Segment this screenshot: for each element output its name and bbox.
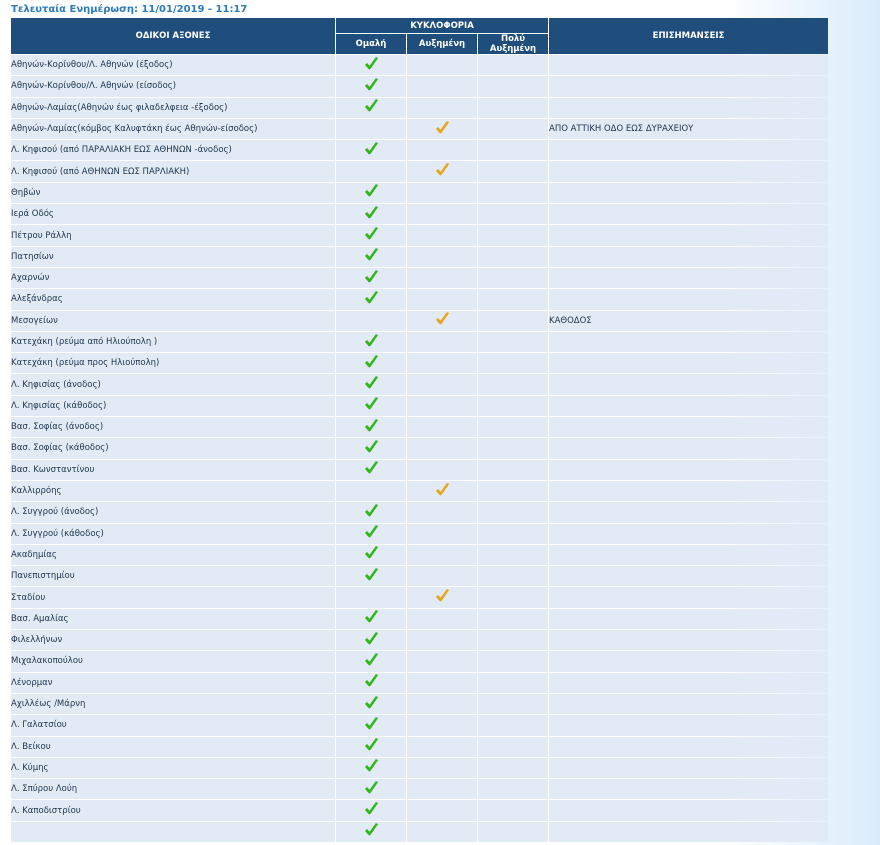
note <box>549 694 828 714</box>
status-cell <box>336 396 406 416</box>
road-name: Πανεπιστημίου <box>11 566 335 586</box>
table-row <box>11 587 828 607</box>
status-cell <box>478 183 548 203</box>
green-check-icon <box>364 142 379 156</box>
green-check-icon <box>364 78 379 92</box>
road-name: Θηβών <box>11 183 335 203</box>
note <box>549 55 828 75</box>
status-cell <box>336 161 406 181</box>
header-level-very-increased: Πολύ Αυξημένη <box>478 34 548 54</box>
note: ΚΑΘΟΔΟΣ <box>549 311 828 331</box>
table-row <box>11 609 828 629</box>
status-cell <box>407 524 477 544</box>
green-check-icon <box>364 291 379 305</box>
green-check-icon <box>364 823 379 837</box>
green-check-icon <box>364 397 379 411</box>
road-name: Λ. Γαλατσίου <box>11 715 335 735</box>
status-cell <box>336 225 406 245</box>
status-cell <box>407 225 477 245</box>
status-cell <box>336 609 406 629</box>
note <box>549 502 828 522</box>
status-cell <box>407 353 477 373</box>
note <box>549 545 828 565</box>
status-cell <box>407 673 477 693</box>
status-cell <box>478 715 548 735</box>
status-cell <box>407 438 477 458</box>
status-cell <box>407 119 477 139</box>
status-cell <box>407 289 477 309</box>
green-check-icon <box>364 759 379 773</box>
status-cell <box>478 630 548 650</box>
table-row <box>11 438 828 458</box>
table-row <box>11 140 828 160</box>
status-cell <box>478 524 548 544</box>
note <box>549 332 828 352</box>
table-row <box>11 800 828 820</box>
status-cell <box>336 204 406 224</box>
status-cell <box>478 438 548 458</box>
status-cell <box>336 119 406 139</box>
status-cell <box>336 715 406 735</box>
road-name: Λ. Συγγρού (κάθοδος) <box>11 524 335 544</box>
status-cell <box>336 779 406 799</box>
last-update <box>11 4 247 15</box>
note <box>549 183 828 203</box>
status-cell <box>478 460 548 480</box>
road-name: Αχαρνών <box>11 268 335 288</box>
note <box>549 98 828 118</box>
table-row <box>11 204 828 224</box>
note <box>549 204 828 224</box>
status-cell <box>407 247 477 267</box>
note <box>549 630 828 650</box>
status-cell <box>407 800 477 820</box>
status-cell <box>336 332 406 352</box>
status-cell <box>336 758 406 778</box>
road-name: Μιχαλακοπούλου <box>11 651 335 671</box>
status-cell <box>407 630 477 650</box>
table-row <box>11 396 828 416</box>
status-cell <box>478 481 548 501</box>
status-cell <box>336 311 406 331</box>
status-cell <box>407 417 477 437</box>
table-row <box>11 502 828 522</box>
status-cell <box>336 673 406 693</box>
green-check-icon <box>364 546 379 560</box>
road-name: Λένορμαν <box>11 673 335 693</box>
status-cell <box>478 225 548 245</box>
status-cell <box>478 800 548 820</box>
green-check-icon <box>364 802 379 816</box>
status-cell <box>478 694 548 714</box>
status-cell <box>336 481 406 501</box>
status-cell <box>478 289 548 309</box>
note <box>549 76 828 96</box>
status-cell <box>407 55 477 75</box>
note <box>549 524 828 544</box>
status-cell <box>407 481 477 501</box>
status-cell <box>407 587 477 607</box>
status-cell <box>336 417 406 437</box>
status-cell <box>407 758 477 778</box>
road-name: Μεσογείων <box>11 311 335 331</box>
status-cell <box>478 374 548 394</box>
status-cell <box>336 587 406 607</box>
status-cell <box>407 204 477 224</box>
note <box>549 779 828 799</box>
status-cell <box>407 779 477 799</box>
table-row <box>11 311 828 331</box>
status-cell <box>478 737 548 757</box>
green-check-icon <box>364 206 379 220</box>
road-name: Λ. Καποδιστρίου <box>11 800 335 820</box>
green-check-icon <box>364 99 379 113</box>
status-cell <box>407 822 477 842</box>
note <box>549 268 828 288</box>
green-check-icon <box>364 461 379 475</box>
note <box>549 822 828 842</box>
status-cell <box>478 161 548 181</box>
status-cell <box>478 55 548 75</box>
status-cell <box>478 502 548 522</box>
table-row <box>11 651 828 671</box>
note <box>549 737 828 757</box>
road-name: Ακαδημίας <box>11 545 335 565</box>
status-cell <box>478 758 548 778</box>
last-update-value: 11/01/2019 - 11:17 <box>141 4 248 15</box>
note <box>549 417 828 437</box>
status-cell <box>478 651 548 671</box>
green-check-icon <box>364 227 379 241</box>
table-row <box>11 289 828 309</box>
status-cell <box>478 566 548 586</box>
status-cell <box>407 98 477 118</box>
green-check-icon <box>364 674 379 688</box>
green-check-icon <box>364 184 379 198</box>
green-check-icon <box>364 504 379 518</box>
road-name: Σταδίου <box>11 587 335 607</box>
status-cell <box>407 311 477 331</box>
road-name: Πέτρου Ράλλη <box>11 225 335 245</box>
status-cell <box>336 800 406 820</box>
green-check-icon <box>364 334 379 348</box>
table-row <box>11 481 828 501</box>
road-name: Φιλελλήνων <box>11 630 335 650</box>
note <box>549 566 828 586</box>
road-name: Λ. Σπύρου Λούη <box>11 779 335 799</box>
note <box>549 374 828 394</box>
green-check-icon <box>364 610 379 624</box>
status-cell <box>478 609 548 629</box>
note <box>549 587 828 607</box>
status-cell <box>407 609 477 629</box>
road-name: Λ. Κηφισίας (άνοδος) <box>11 374 335 394</box>
road-name: Πατησίων <box>11 247 335 267</box>
traffic-rows <box>11 55 828 842</box>
table-row <box>11 247 828 267</box>
status-cell <box>407 332 477 352</box>
table-row <box>11 374 828 394</box>
header-axes: ΟΔΙΚΟΙ ΑΞΟΝΕΣ <box>11 18 335 54</box>
status-cell <box>478 268 548 288</box>
road-name: Καλλιρρόης <box>11 481 335 501</box>
green-check-icon <box>364 781 379 795</box>
status-cell <box>478 247 548 267</box>
note <box>549 247 828 267</box>
note <box>549 481 828 501</box>
orange-check-icon <box>435 121 450 135</box>
status-cell <box>407 396 477 416</box>
green-check-icon <box>364 376 379 390</box>
road-name: Λ. Συγγρού (άνοδος) <box>11 502 335 522</box>
status-cell <box>478 822 548 842</box>
green-check-icon <box>364 270 379 284</box>
status-cell <box>407 268 477 288</box>
table-row <box>11 98 828 118</box>
status-cell <box>407 737 477 757</box>
road-name: Βασ. Σοφίας (κάθοδος) <box>11 438 335 458</box>
status-cell <box>407 502 477 522</box>
status-cell <box>407 651 477 671</box>
note <box>549 460 828 480</box>
green-check-icon <box>364 717 379 731</box>
road-name: Αθηνών-Λαμίας(Αθηνών έως φιλαδελφεια -έξοδος) <box>11 98 335 118</box>
green-check-icon <box>364 653 379 667</box>
table-row <box>11 460 828 480</box>
status-cell <box>336 374 406 394</box>
status-cell <box>336 545 406 565</box>
green-check-icon <box>364 525 379 539</box>
table-row <box>11 183 828 203</box>
table-row <box>11 673 828 693</box>
status-cell <box>478 98 548 118</box>
table-row <box>11 332 828 352</box>
status-cell <box>336 630 406 650</box>
status-cell <box>478 353 548 373</box>
status-cell <box>336 183 406 203</box>
table-row <box>11 737 828 757</box>
road-name: Αθηνών-Κορίνθου/Λ. Αθηνών (έξοδος) <box>11 55 335 75</box>
green-check-icon <box>364 355 379 369</box>
header-notes: ΕΠΙΣΗΜΑΝΣΕΙΣ <box>549 18 828 54</box>
status-cell <box>478 673 548 693</box>
table-row <box>11 55 828 75</box>
road-name: Λ. Κύμης <box>11 758 335 778</box>
note <box>549 715 828 735</box>
header-level-increased: Αυξημένη <box>407 34 477 54</box>
orange-check-icon <box>435 483 450 497</box>
road-name: Λ. Κηφισίας (κάθοδος) <box>11 396 335 416</box>
table-row <box>11 715 828 735</box>
status-cell <box>407 161 477 181</box>
table-row <box>11 822 828 842</box>
green-check-icon <box>364 248 379 262</box>
status-cell <box>478 779 548 799</box>
table-row <box>11 566 828 586</box>
status-cell <box>478 140 548 160</box>
road-name: Βασ. Αμαλίας <box>11 609 335 629</box>
road-name: Βασ. Σοφίας (άνοδος) <box>11 417 335 437</box>
note <box>549 651 828 671</box>
note <box>549 438 828 458</box>
note <box>549 396 828 416</box>
road-name: Αλεξάνδρας <box>11 289 335 309</box>
road-name: Λ. Κηφισού (από ΑΘΗΝΩΝ ΕΩΣ ΠΑΡΛΙΑΚΗ) <box>11 161 335 181</box>
status-cell <box>407 715 477 735</box>
status-cell <box>478 396 548 416</box>
status-cell <box>336 694 406 714</box>
table-row <box>11 268 828 288</box>
note <box>549 609 828 629</box>
status-cell <box>336 268 406 288</box>
note <box>549 673 828 693</box>
status-cell <box>336 247 406 267</box>
table-row <box>11 353 828 373</box>
orange-check-icon <box>435 163 450 177</box>
table-row <box>11 417 828 437</box>
green-check-icon <box>364 419 379 433</box>
note <box>549 225 828 245</box>
table-row <box>11 76 828 96</box>
orange-check-icon <box>435 589 450 603</box>
status-cell <box>336 55 406 75</box>
green-check-icon <box>364 696 379 710</box>
status-cell <box>336 289 406 309</box>
road-name: Λ. Κηφισού (από ΠΑΡΑΛΙΑΚΗ ΕΩΣ ΑΘΗΝΩΝ -άνοδος) <box>11 140 335 160</box>
status-cell <box>336 353 406 373</box>
status-cell <box>336 140 406 160</box>
road-name: Αθηνών-Κορίνθου/Λ. Αθηνών (είσοδος) <box>11 76 335 96</box>
table-row <box>11 524 828 544</box>
green-check-icon <box>364 440 379 454</box>
status-cell <box>478 587 548 607</box>
status-cell <box>407 694 477 714</box>
table-row <box>11 545 828 565</box>
road-name: Αχιλλέως /Μάρνη <box>11 694 335 714</box>
header-level-normal: Ομαλή <box>336 34 406 54</box>
table-row <box>11 694 828 714</box>
green-check-icon <box>364 738 379 752</box>
status-cell <box>407 183 477 203</box>
note <box>549 289 828 309</box>
green-check-icon <box>364 568 379 582</box>
note: ΑΠΟ ΑΤΤΙΚΗ ΟΔΟ ΕΩΣ ΔΥΡΑΧΕΙΟΥ <box>549 119 828 139</box>
table-row <box>11 630 828 650</box>
status-cell <box>407 76 477 96</box>
status-cell <box>407 460 477 480</box>
status-cell <box>407 374 477 394</box>
traffic-table <box>10 17 829 843</box>
status-cell <box>478 417 548 437</box>
note <box>549 800 828 820</box>
status-cell <box>478 332 548 352</box>
green-check-icon <box>364 57 379 71</box>
status-cell <box>336 737 406 757</box>
road-name: Αθηνών-Λαμίας(κόμβος Καλυφτάκη έως Αθηνών-είσοδος) <box>11 119 335 139</box>
status-cell <box>407 566 477 586</box>
note <box>549 140 828 160</box>
status-cell <box>407 545 477 565</box>
status-cell <box>478 204 548 224</box>
status-cell <box>478 76 548 96</box>
status-cell <box>336 502 406 522</box>
road-name: Βασ. Κωνσταντίνου <box>11 460 335 480</box>
status-cell <box>336 76 406 96</box>
status-cell <box>336 460 406 480</box>
status-cell <box>336 822 406 842</box>
table-row <box>11 225 828 245</box>
note <box>549 758 828 778</box>
header-traffic: ΚΥΚΛΟΦΟΡΙΑ <box>336 18 548 33</box>
status-cell <box>336 566 406 586</box>
orange-check-icon <box>435 312 450 326</box>
road-name: Κατεχάκη (ρεύμα από Ηλιούπολη ) <box>11 332 335 352</box>
road-name <box>11 822 335 842</box>
status-cell <box>336 438 406 458</box>
road-name: Λ. Βείκου <box>11 737 335 757</box>
table-row <box>11 758 828 778</box>
table-row <box>11 161 828 181</box>
status-cell <box>478 311 548 331</box>
last-update-label: Τελευταία Ενημέρωση: <box>11 4 138 15</box>
note <box>549 161 828 181</box>
status-cell <box>478 119 548 139</box>
road-name: Ιερά Οδός <box>11 204 335 224</box>
status-cell <box>336 98 406 118</box>
road-name: Κατεχάκη (ρεύμα προς Ηλιούπολη) <box>11 353 335 373</box>
note <box>549 353 828 373</box>
status-cell <box>336 651 406 671</box>
table-row <box>11 779 828 799</box>
table-row <box>11 119 828 139</box>
green-check-icon <box>364 632 379 646</box>
status-cell <box>336 524 406 544</box>
status-cell <box>478 545 548 565</box>
status-cell <box>407 140 477 160</box>
